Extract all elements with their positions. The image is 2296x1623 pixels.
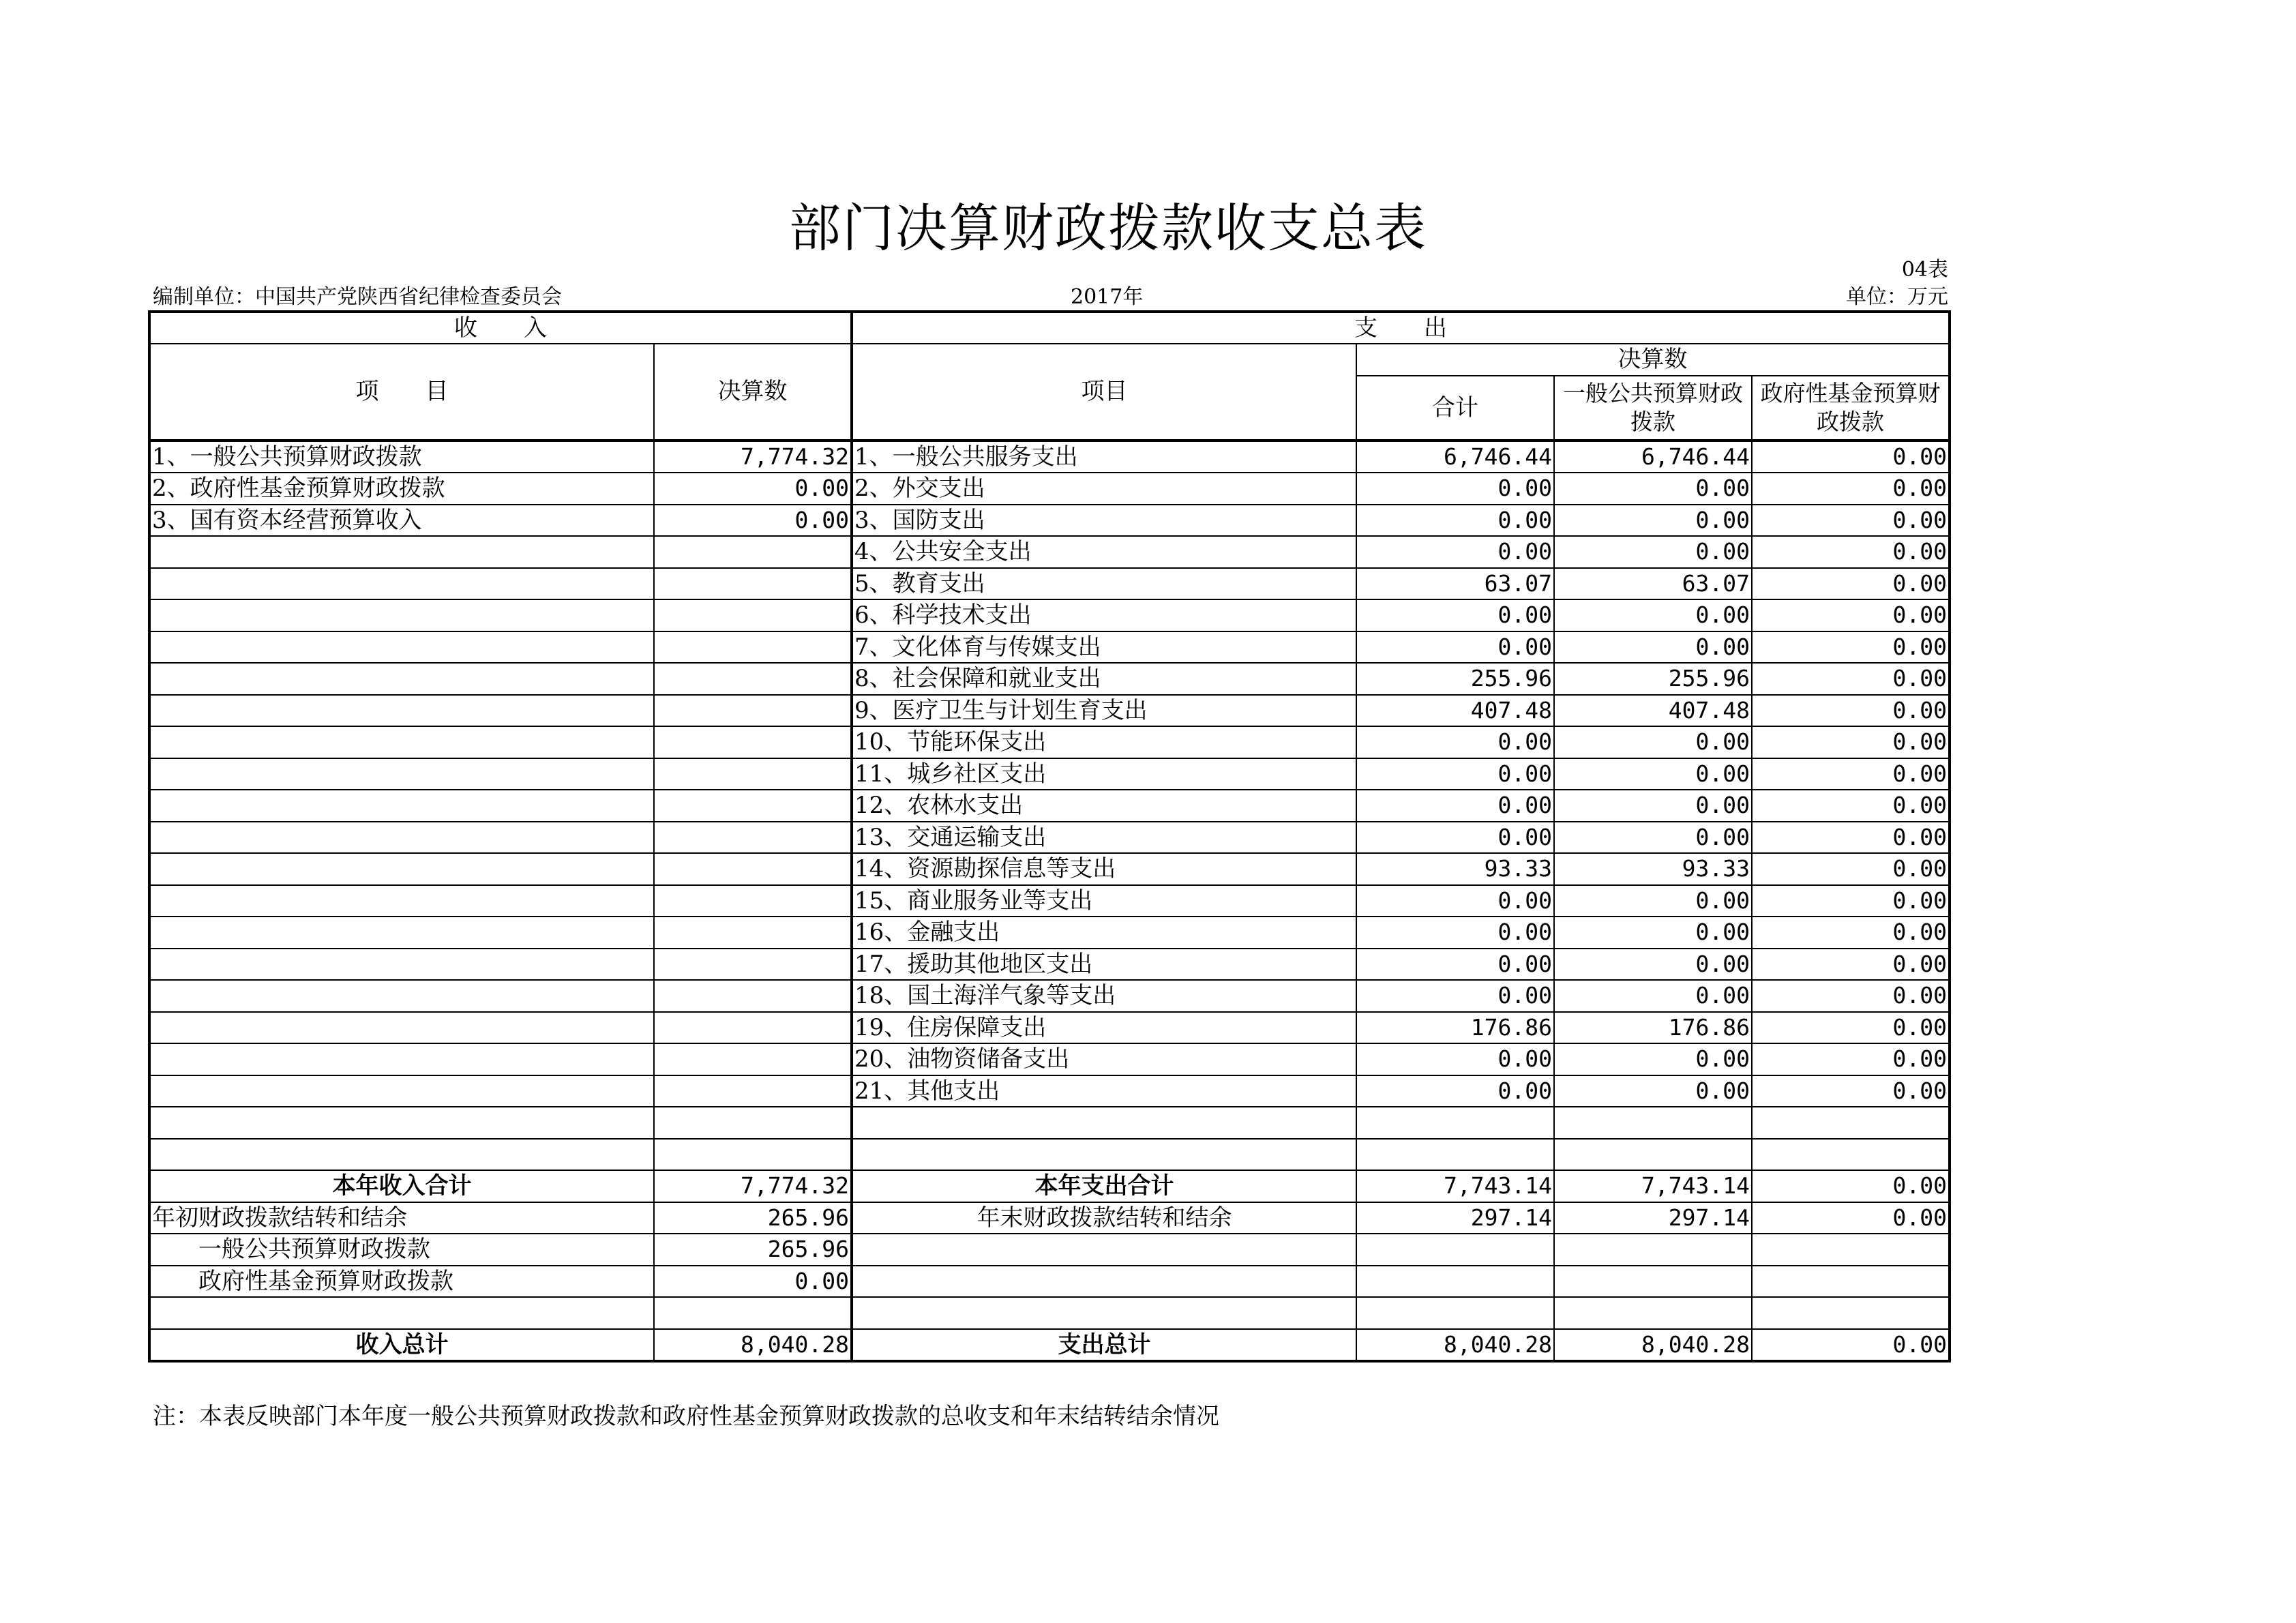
expense-item-cell: 17、援助其他地区支出 — [852, 949, 1356, 981]
expense-general-cell: 0.00 — [1554, 822, 1752, 854]
expense-item-cell: 11、城乡社区支出 — [852, 758, 1356, 790]
expense-fund-cell: 0.00 — [1752, 695, 1950, 727]
expense-item-cell: 14、资源勘探信息等支出 — [852, 853, 1356, 885]
expense-general-cell: 0.00 — [1554, 726, 1752, 758]
expense-item-cell: 21、其他支出 — [852, 1075, 1356, 1107]
income-item-cell — [149, 599, 654, 631]
income-item-cell: 3、国有资本经营预算收入 — [149, 505, 654, 537]
table-row — [149, 885, 1950, 917]
table-row — [149, 631, 1950, 664]
expense-item-cell: 3、国防支出 — [852, 505, 1356, 537]
expense-general-cell — [1554, 1139, 1752, 1171]
income-amount-cell — [654, 536, 852, 568]
expense-general-cell: 297.14 — [1554, 1202, 1752, 1234]
income-amount-cell: 0.00 — [654, 473, 852, 505]
expense-section-header: 支 出 — [852, 312, 1950, 344]
expense-general-cell: 6,746.44 — [1554, 441, 1752, 473]
income-item-header: 项 目 — [149, 344, 654, 441]
expense-fund-cell: 0.00 — [1752, 663, 1950, 695]
expense-item-cell: 16、金融支出 — [852, 917, 1356, 949]
expense-item-header: 项目 — [852, 344, 1356, 441]
expense-total-cell: 0.00 — [1356, 758, 1554, 790]
expense-general-cell: 0.00 — [1554, 599, 1752, 631]
expense-fund-cell: 0.00 — [1752, 631, 1950, 664]
expense-general-cell: 0.00 — [1554, 1043, 1752, 1075]
table-row — [149, 441, 1950, 473]
expense-general-cell: 0.00 — [1554, 917, 1752, 949]
income-amount-cell — [654, 853, 852, 885]
income-amount-cell — [654, 917, 852, 949]
table-row — [149, 1012, 1950, 1044]
income-item-cell: 政府性基金预算财政拨款 — [149, 1266, 654, 1298]
expense-total-cell: 6,746.44 — [1356, 441, 1554, 473]
income-amount-cell — [654, 949, 852, 981]
unit-label: 单位：万元 — [1846, 285, 1948, 309]
year-label: 2017年 — [1071, 285, 1144, 309]
column-header-row-1 — [149, 344, 1950, 376]
income-amount-cell — [654, 1075, 852, 1107]
income-item-cell — [149, 949, 654, 981]
income-item-cell — [149, 822, 654, 854]
expense-item-cell: 8、社会保障和就业支出 — [852, 663, 1356, 695]
expense-fund-cell: 0.00 — [1752, 505, 1950, 537]
expense-total-cell: 0.00 — [1356, 726, 1554, 758]
expense-fund-cell — [1752, 1234, 1950, 1266]
expense-item-cell: 4、公共安全支出 — [852, 536, 1356, 568]
income-amount-cell — [654, 695, 852, 727]
income-item-cell — [149, 1043, 654, 1075]
expense-total-cell: 0.00 — [1356, 1043, 1554, 1075]
expense-fund-cell: 0.00 — [1752, 758, 1950, 790]
expense-fund-cell: 0.00 — [1752, 473, 1950, 505]
expense-fund-cell: 0.00 — [1752, 822, 1950, 854]
expense-general-cell: 8,040.28 — [1554, 1329, 1752, 1362]
expense-total-cell — [1356, 1107, 1554, 1139]
expense-item-cell: 13、交通运输支出 — [852, 822, 1356, 854]
expense-fund-cell: 0.00 — [1752, 1329, 1950, 1362]
income-amount-cell — [654, 1297, 852, 1329]
expense-item-cell — [852, 1266, 1356, 1298]
table-row — [149, 568, 1950, 600]
table-row — [149, 949, 1950, 981]
income-item-cell: 1、一般公共预算财政拨款 — [149, 441, 654, 473]
expense-general-cell: 0.00 — [1554, 631, 1752, 664]
income-item-cell — [149, 885, 654, 917]
income-item-cell — [149, 980, 654, 1012]
expense-total-cell: 8,040.28 — [1356, 1329, 1554, 1362]
expense-item-cell — [852, 1139, 1356, 1171]
table-row — [149, 726, 1950, 758]
form-number: 04表 — [1901, 258, 1948, 282]
expense-general-cell: 0.00 — [1554, 758, 1752, 790]
expense-fund-cell: 0.00 — [1752, 1170, 1950, 1202]
income-item-cell — [149, 536, 654, 568]
income-item-cell: 一般公共预算财政拨款 — [149, 1234, 654, 1266]
expense-fund-cell: 0.00 — [1752, 1043, 1950, 1075]
expense-general-cell: 7,743.14 — [1554, 1170, 1752, 1202]
expense-fund-cell — [1752, 1297, 1950, 1329]
expense-fund-cell: 0.00 — [1752, 885, 1950, 917]
income-amount-cell — [654, 885, 852, 917]
income-item-cell: 本年收入合计 — [149, 1170, 654, 1202]
income-item-cell — [149, 663, 654, 695]
expense-general-cell — [1554, 1297, 1752, 1329]
income-amount-cell — [654, 568, 852, 600]
expense-total-cell: 0.00 — [1356, 885, 1554, 917]
footnote: 注：本表反映部门本年度一般公共预算财政拨款和政府性基金预算财政拨款的总收支和年末结转结余情况 — [153, 1403, 1219, 1430]
income-item-cell — [149, 1139, 654, 1171]
expense-general-cell: 0.00 — [1554, 885, 1752, 917]
expense-total-cell: 7,743.14 — [1356, 1170, 1554, 1202]
table-row — [149, 758, 1950, 790]
table-row — [149, 505, 1950, 537]
income-item-cell — [149, 917, 654, 949]
expense-item-cell: 19、住房保障支出 — [852, 1012, 1356, 1044]
income-amount-cell — [654, 980, 852, 1012]
expense-item-cell: 1、一般公共服务支出 — [852, 441, 1356, 473]
expense-item-cell: 20、油物资储备支出 — [852, 1043, 1356, 1075]
income-section-header: 收 入 — [149, 312, 852, 344]
expense-total-cell: 0.00 — [1356, 631, 1554, 664]
expense-general-cell: 0.00 — [1554, 536, 1752, 568]
expense-general-cell — [1554, 1234, 1752, 1266]
income-amount-cell: 8,040.28 — [654, 1329, 852, 1362]
income-item-cell — [149, 568, 654, 600]
expense-item-cell: 12、农林水支出 — [852, 790, 1356, 822]
expense-item-cell: 支出总计 — [852, 1329, 1356, 1362]
expense-fund-cell: 0.00 — [1752, 917, 1950, 949]
expense-general-cell: 93.33 — [1554, 853, 1752, 885]
fund-budget-header: 政府性基金预算财政拨款 — [1752, 376, 1950, 441]
table-row — [149, 917, 1950, 949]
carry-row — [149, 1266, 1950, 1298]
carry-row — [149, 1202, 1950, 1234]
grand-total-row — [149, 1329, 1950, 1362]
income-amount-cell — [654, 1139, 852, 1171]
income-amount-cell: 265.96 — [654, 1202, 852, 1234]
section-header-row — [149, 312, 1950, 344]
income-item-cell: 2、政府性基金预算财政拨款 — [149, 473, 654, 505]
organization-label: 编制单位：中国共产党陕西省纪律检查委员会 — [153, 285, 562, 309]
table-row — [149, 663, 1950, 695]
income-amount-cell — [654, 631, 852, 664]
expense-general-cell: 0.00 — [1554, 505, 1752, 537]
income-amount-cell: 0.00 — [654, 1266, 852, 1298]
table-row — [149, 536, 1950, 568]
expense-item-cell: 6、科学技术支出 — [852, 599, 1356, 631]
table-row — [149, 473, 1950, 505]
expense-general-cell: 0.00 — [1554, 473, 1752, 505]
income-amount-header: 决算数 — [654, 344, 852, 441]
expense-item-cell: 18、国土海洋气象等支出 — [852, 980, 1356, 1012]
expense-general-cell: 0.00 — [1554, 790, 1752, 822]
expense-fund-cell: 0.00 — [1752, 1202, 1950, 1234]
expense-total-cell: 0.00 — [1356, 790, 1554, 822]
expense-fund-cell — [1752, 1107, 1950, 1139]
expense-total-cell: 0.00 — [1356, 949, 1554, 981]
table-row — [149, 980, 1950, 1012]
expense-fund-cell — [1752, 1139, 1950, 1171]
expense-general-cell: 176.86 — [1554, 1012, 1752, 1044]
income-item-cell — [149, 1297, 654, 1329]
table-row — [149, 599, 1950, 631]
expense-fund-cell: 0.00 — [1752, 853, 1950, 885]
expense-fund-cell: 0.00 — [1752, 949, 1950, 981]
expense-general-cell: 0.00 — [1554, 980, 1752, 1012]
income-amount-cell — [654, 599, 852, 631]
income-item-cell — [149, 695, 654, 727]
income-item-cell: 年初财政拨款结转和结余 — [149, 1202, 654, 1234]
expense-general-cell: 63.07 — [1554, 568, 1752, 600]
income-amount-cell — [654, 758, 852, 790]
expense-total-cell — [1356, 1266, 1554, 1298]
expense-fund-cell: 0.00 — [1752, 726, 1950, 758]
table-row — [149, 790, 1950, 822]
expense-total-cell: 0.00 — [1356, 536, 1554, 568]
expense-total-cell: 0.00 — [1356, 599, 1554, 631]
expense-amount-header: 决算数 — [1356, 344, 1950, 376]
income-amount-cell: 0.00 — [654, 505, 852, 537]
expense-total-cell — [1356, 1139, 1554, 1171]
expense-fund-cell: 0.00 — [1752, 1075, 1950, 1107]
income-amount-cell: 265.96 — [654, 1234, 852, 1266]
carry-row — [149, 1234, 1950, 1266]
income-amount-cell — [654, 1012, 852, 1044]
income-item-cell — [149, 790, 654, 822]
expense-fund-cell: 0.00 — [1752, 790, 1950, 822]
income-amount-cell: 7,774.32 — [654, 441, 852, 473]
expense-total-cell: 176.86 — [1356, 1012, 1554, 1044]
expense-total-cell: 93.33 — [1356, 853, 1554, 885]
expense-item-cell: 年末财政拨款结转和结余 — [852, 1202, 1356, 1234]
general-budget-header: 一般公共预算财政拨款 — [1554, 376, 1752, 441]
expense-fund-cell: 0.00 — [1752, 1012, 1950, 1044]
expense-total-cell: 255.96 — [1356, 663, 1554, 695]
table-row — [149, 822, 1950, 854]
expense-item-cell — [852, 1107, 1356, 1139]
expense-total-cell: 0.00 — [1356, 980, 1554, 1012]
expense-total-cell: 63.07 — [1356, 568, 1554, 600]
income-amount-cell — [654, 1107, 852, 1139]
expense-item-cell: 5、教育支出 — [852, 568, 1356, 600]
income-item-cell — [149, 1107, 654, 1139]
table-row — [149, 1043, 1950, 1075]
expense-item-cell: 9、医疗卫生与计划生育支出 — [852, 695, 1356, 727]
expense-general-cell: 0.00 — [1554, 1075, 1752, 1107]
expense-item-cell: 10、节能环保支出 — [852, 726, 1356, 758]
expense-total-cell: 297.14 — [1356, 1202, 1554, 1234]
expense-item-cell: 本年支出合计 — [852, 1170, 1356, 1202]
table-row — [149, 1075, 1950, 1107]
expense-total-cell: 0.00 — [1356, 1075, 1554, 1107]
income-amount-cell — [654, 663, 852, 695]
budget-table — [148, 310, 1951, 1363]
subtotal-row — [149, 1170, 1950, 1202]
table-row — [149, 1107, 1950, 1139]
income-item-cell — [149, 631, 654, 664]
income-item-cell — [149, 726, 654, 758]
table-row — [149, 853, 1950, 885]
income-item-cell — [149, 1075, 654, 1107]
expense-general-cell — [1554, 1266, 1752, 1298]
expense-item-cell — [852, 1234, 1356, 1266]
income-item-cell: 收入总计 — [149, 1329, 654, 1362]
expense-total-cell — [1356, 1297, 1554, 1329]
income-amount-cell — [654, 1043, 852, 1075]
expense-item-cell: 7、文化体育与传媒支出 — [852, 631, 1356, 664]
expense-general-cell: 255.96 — [1554, 663, 1752, 695]
expense-fund-cell: 0.00 — [1752, 599, 1950, 631]
expense-general-cell: 407.48 — [1554, 695, 1752, 727]
expense-total-cell: 0.00 — [1356, 505, 1554, 537]
expense-general-cell — [1554, 1107, 1752, 1139]
expense-item-cell: 15、商业服务业等支出 — [852, 885, 1356, 917]
table-row — [149, 1139, 1950, 1171]
expense-total-cell — [1356, 1234, 1554, 1266]
income-item-cell — [149, 853, 654, 885]
carry-row — [149, 1297, 1950, 1329]
income-item-cell — [149, 1012, 654, 1044]
income-amount-cell — [654, 726, 852, 758]
expense-fund-cell: 0.00 — [1752, 568, 1950, 600]
page-title: 部门决算财政拨款收支总表 — [789, 198, 1427, 258]
expense-total-cell: 0.00 — [1356, 917, 1554, 949]
table-row — [149, 695, 1950, 727]
expense-fund-cell — [1752, 1266, 1950, 1298]
expense-item-cell: 2、外交支出 — [852, 473, 1356, 505]
expense-item-cell — [852, 1297, 1356, 1329]
expense-total-cell: 0.00 — [1356, 473, 1554, 505]
expense-total-cell: 0.00 — [1356, 822, 1554, 854]
expense-general-cell: 0.00 — [1554, 949, 1752, 981]
expense-fund-cell: 0.00 — [1752, 980, 1950, 1012]
expense-fund-cell: 0.00 — [1752, 536, 1950, 568]
expense-fund-cell: 0.00 — [1752, 441, 1950, 473]
income-item-cell — [149, 758, 654, 790]
total-header: 合计 — [1356, 376, 1554, 441]
income-amount-cell: 7,774.32 — [654, 1170, 852, 1202]
income-amount-cell — [654, 790, 852, 822]
expense-total-cell: 407.48 — [1356, 695, 1554, 727]
income-amount-cell — [654, 822, 852, 854]
